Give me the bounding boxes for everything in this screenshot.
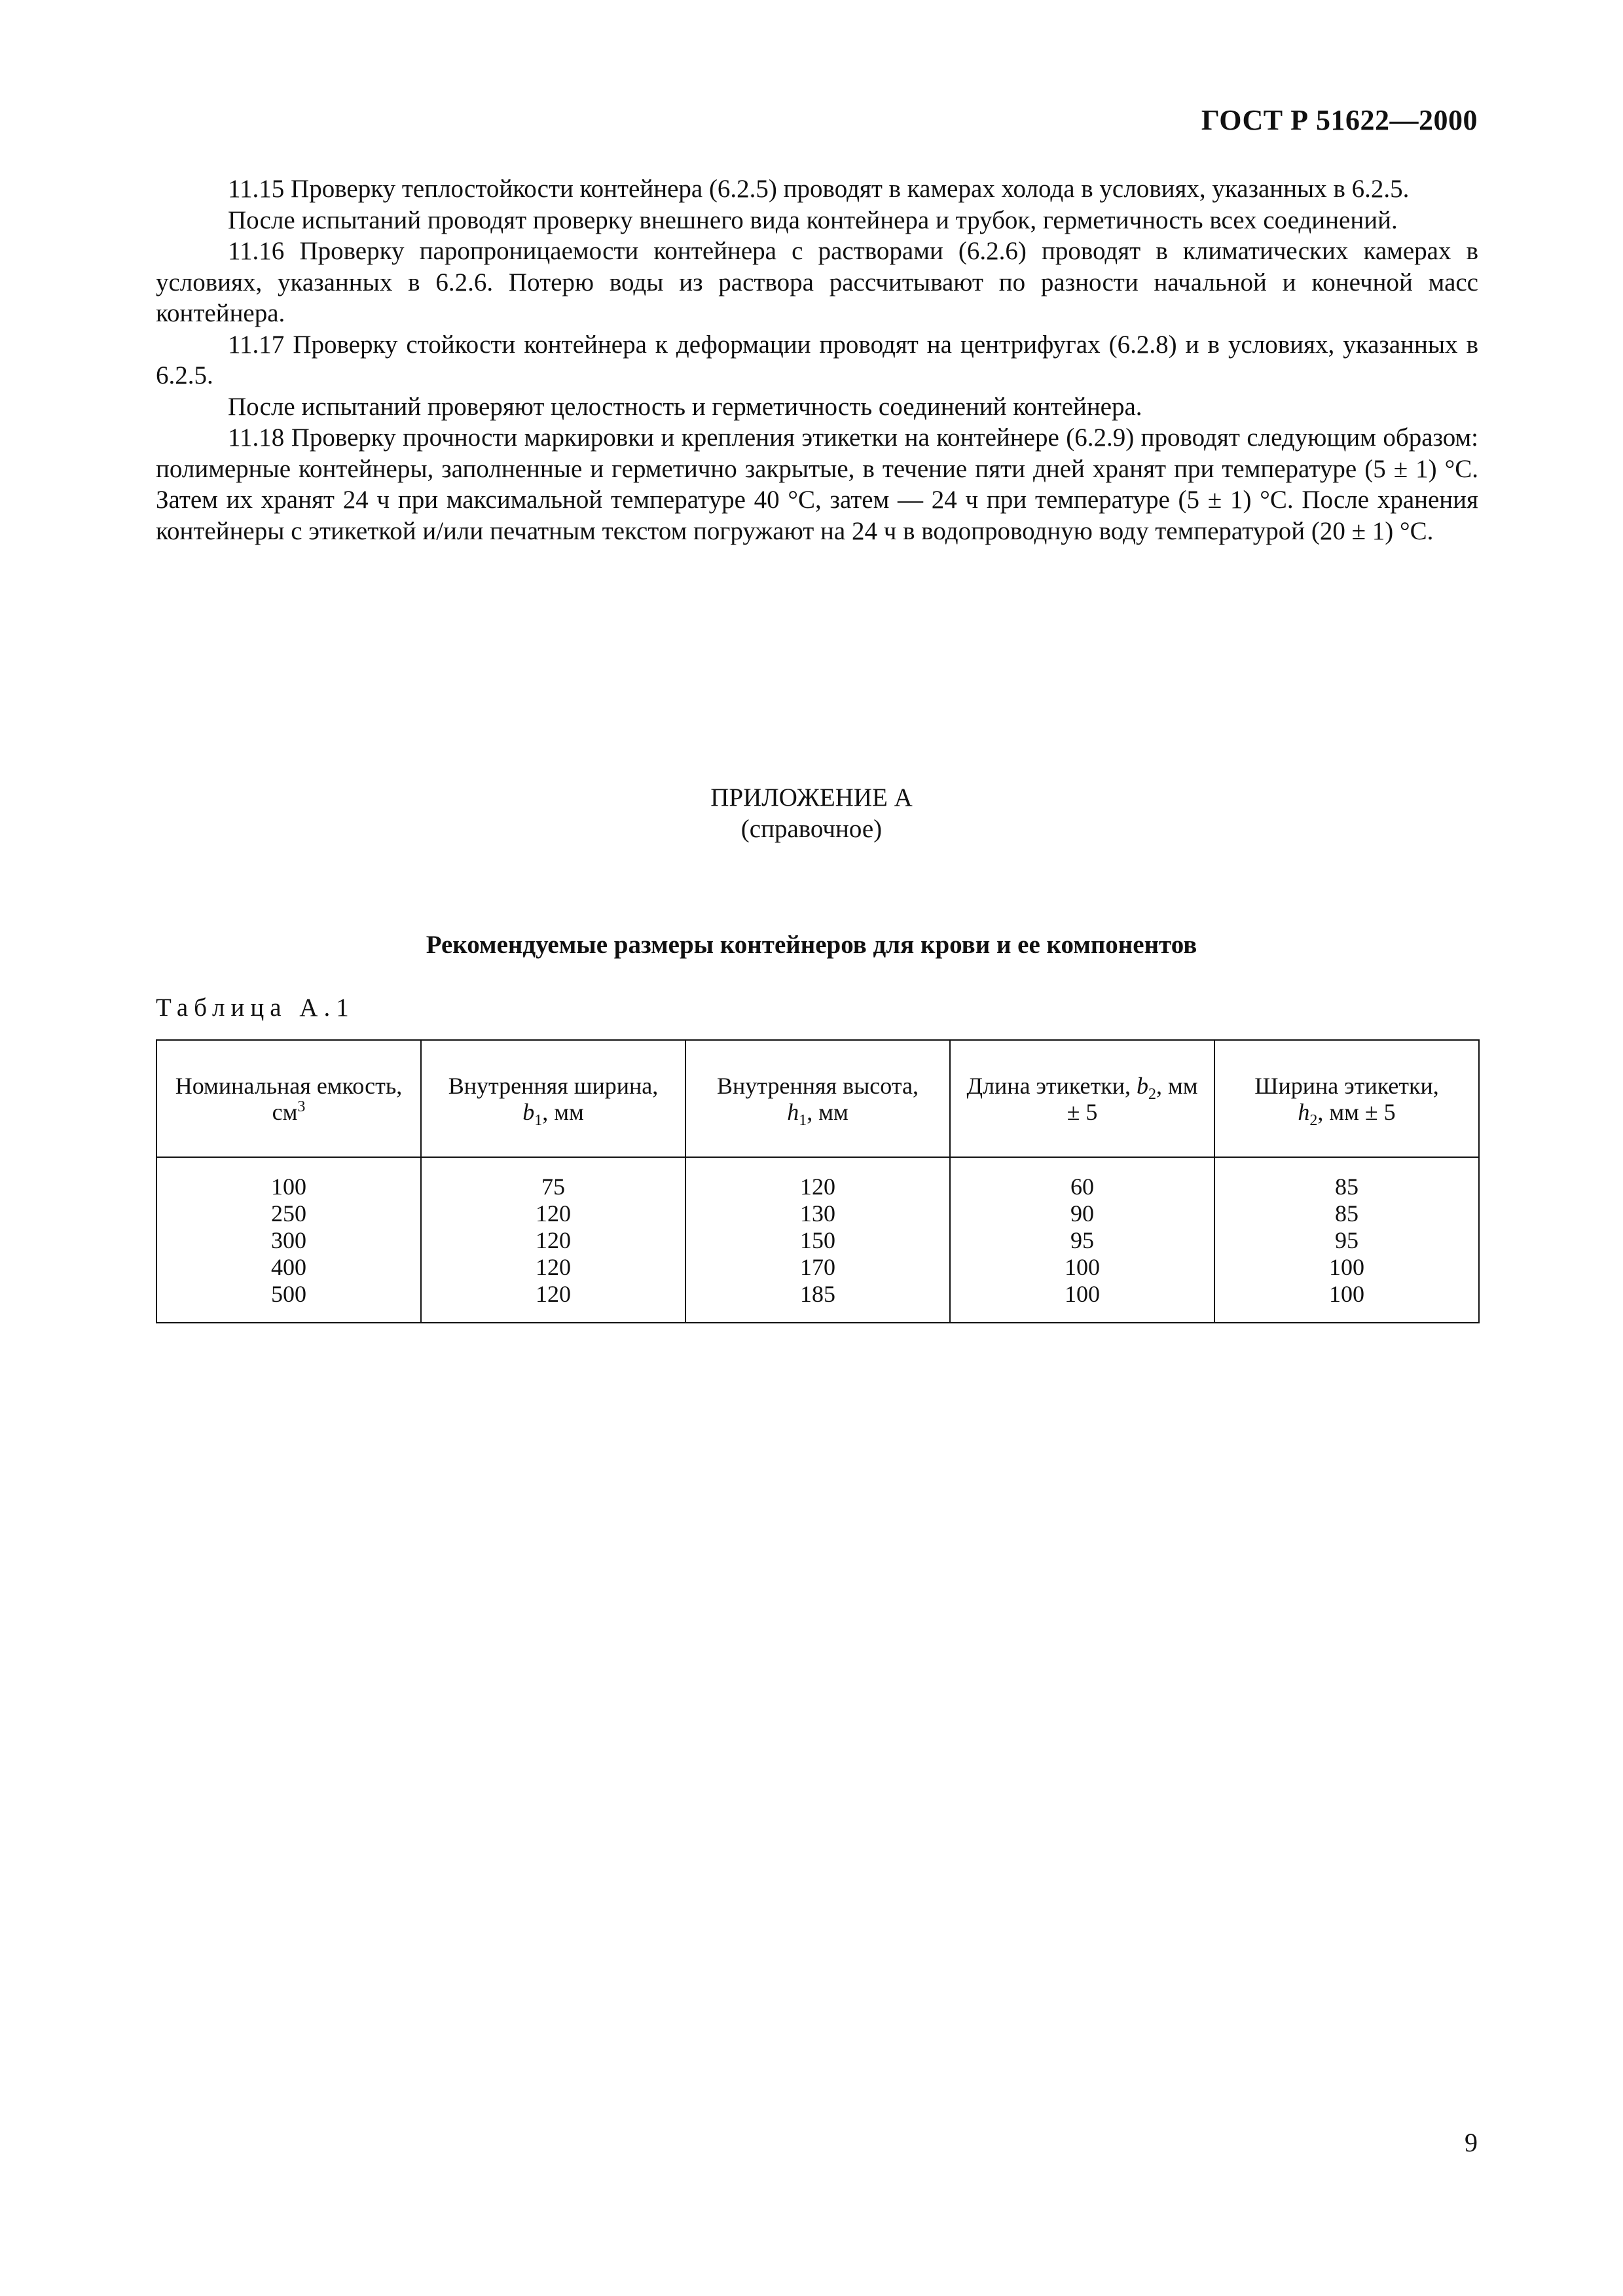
document-code: ГОСТ Р 51622—2000: [1201, 104, 1478, 136]
table-cell: 150: [685, 1227, 950, 1254]
paragraph-11-17-after: После испытаний проверяют целостность и герметичность соединений контейнера.: [228, 392, 1142, 421]
table-cell: 100: [1214, 1254, 1479, 1281]
table-row: [156, 1227, 1479, 1254]
table-heading: Рекомендуемые размеры контейнеров для крови и ее компонентов: [426, 931, 1197, 959]
table-cell: 170: [685, 1254, 950, 1281]
paragraph-11-16: 11.16 Проверку паропроницаемости контейнера с растворами (6.2.6) проводят в климатических камерах в условиях, указанных в 6.2.6. Потерю воды из раствора рассчитывают по разности начальной и конечной масс контейнера.: [156, 237, 1478, 327]
container-sizes-table: [156, 1039, 1480, 1323]
paragraph-11-15: 11.15 Проверку теплостойкости контейнера (6.2.5) проводят в камерах холода в условиях, указанных в 6.2.5.: [228, 175, 1410, 203]
table-cell: 120: [421, 1254, 685, 1281]
table-cell: 120: [421, 1200, 685, 1227]
table-row: [156, 1254, 1479, 1281]
table-cell: 95: [950, 1227, 1214, 1254]
table-row: [156, 1200, 1479, 1227]
table-cell: 90: [950, 1200, 1214, 1227]
table-caption: Таблица А.1: [156, 994, 355, 1022]
appendix-note: (справочное): [740, 815, 883, 843]
body-text: [156, 173, 1478, 547]
table-cell: 75: [421, 1157, 685, 1200]
header-inner-height: Внутренняя высота, $h_1$, мм: [685, 1040, 950, 1157]
page-number: 9: [1465, 2128, 1478, 2157]
header-label-width: Ширина этикетки, $h_2$, мм ± 5: [1214, 1040, 1479, 1157]
table-cell: 100: [950, 1281, 1214, 1323]
paragraph-11-18: 11.18 Проверку прочности маркировки и крепления этикетки на контейнере (6.2.9) проводят следующим образом: полимерные контейнеры, заполненные и герметично закрытые, в течение пяти дней хранят при температуре (5 ± 1) °С. Затем их хранят 24 ч при максимальной температуре 40 °С, затем — 24 ч при температуре (5 ± 1) °С. После хранения контейнеры с этикеткой и/или печатным текстом погружают на 24 ч в водопроводную воду температурой (20 ± 1) °С.: [156, 423, 1478, 545]
table-cell: 85: [1214, 1157, 1479, 1200]
table-cell: 100: [950, 1254, 1214, 1281]
table-cell: 500: [156, 1281, 421, 1323]
table-row: [156, 1281, 1479, 1323]
table-cell: 300: [156, 1227, 421, 1254]
table-cell: 250: [156, 1200, 421, 1227]
header-label-length: Длина этикетки, $b_2$, мм ± 5: [950, 1040, 1214, 1157]
appendix-title: ПРИЛОЖЕНИЕ А: [710, 783, 913, 812]
table-cell: 120: [421, 1281, 685, 1323]
paragraph-11-17: 11.17 Проверку стойкости контейнера к деформации проводят на центрифугах (6.2.8) и в условиях, указанных в 6.2.5.: [156, 330, 1478, 389]
table-row: [156, 1157, 1479, 1200]
header-nominal-capacity: Номинальная емкость, $см^3$: [156, 1040, 421, 1157]
table-cell: 60: [950, 1157, 1214, 1200]
header-inner-width: Внутренняя ширина, $b_1$, мм: [421, 1040, 685, 1157]
table-cell: 120: [421, 1227, 685, 1254]
table-cell: 120: [685, 1157, 950, 1200]
paragraph-11-15-after: После испытаний проводят проверку внешнего вида контейнера и трубок, герметичность всех соединений.: [228, 206, 1398, 234]
table-cell: 185: [685, 1281, 950, 1323]
table-header-row: [156, 1040, 1479, 1157]
table-cell: 100: [156, 1157, 421, 1200]
table-cell: 400: [156, 1254, 421, 1281]
table-cell: 95: [1214, 1227, 1479, 1254]
table-cell: 100: [1214, 1281, 1479, 1323]
table-cell: 85: [1214, 1200, 1479, 1227]
table-cell: 130: [685, 1200, 950, 1227]
